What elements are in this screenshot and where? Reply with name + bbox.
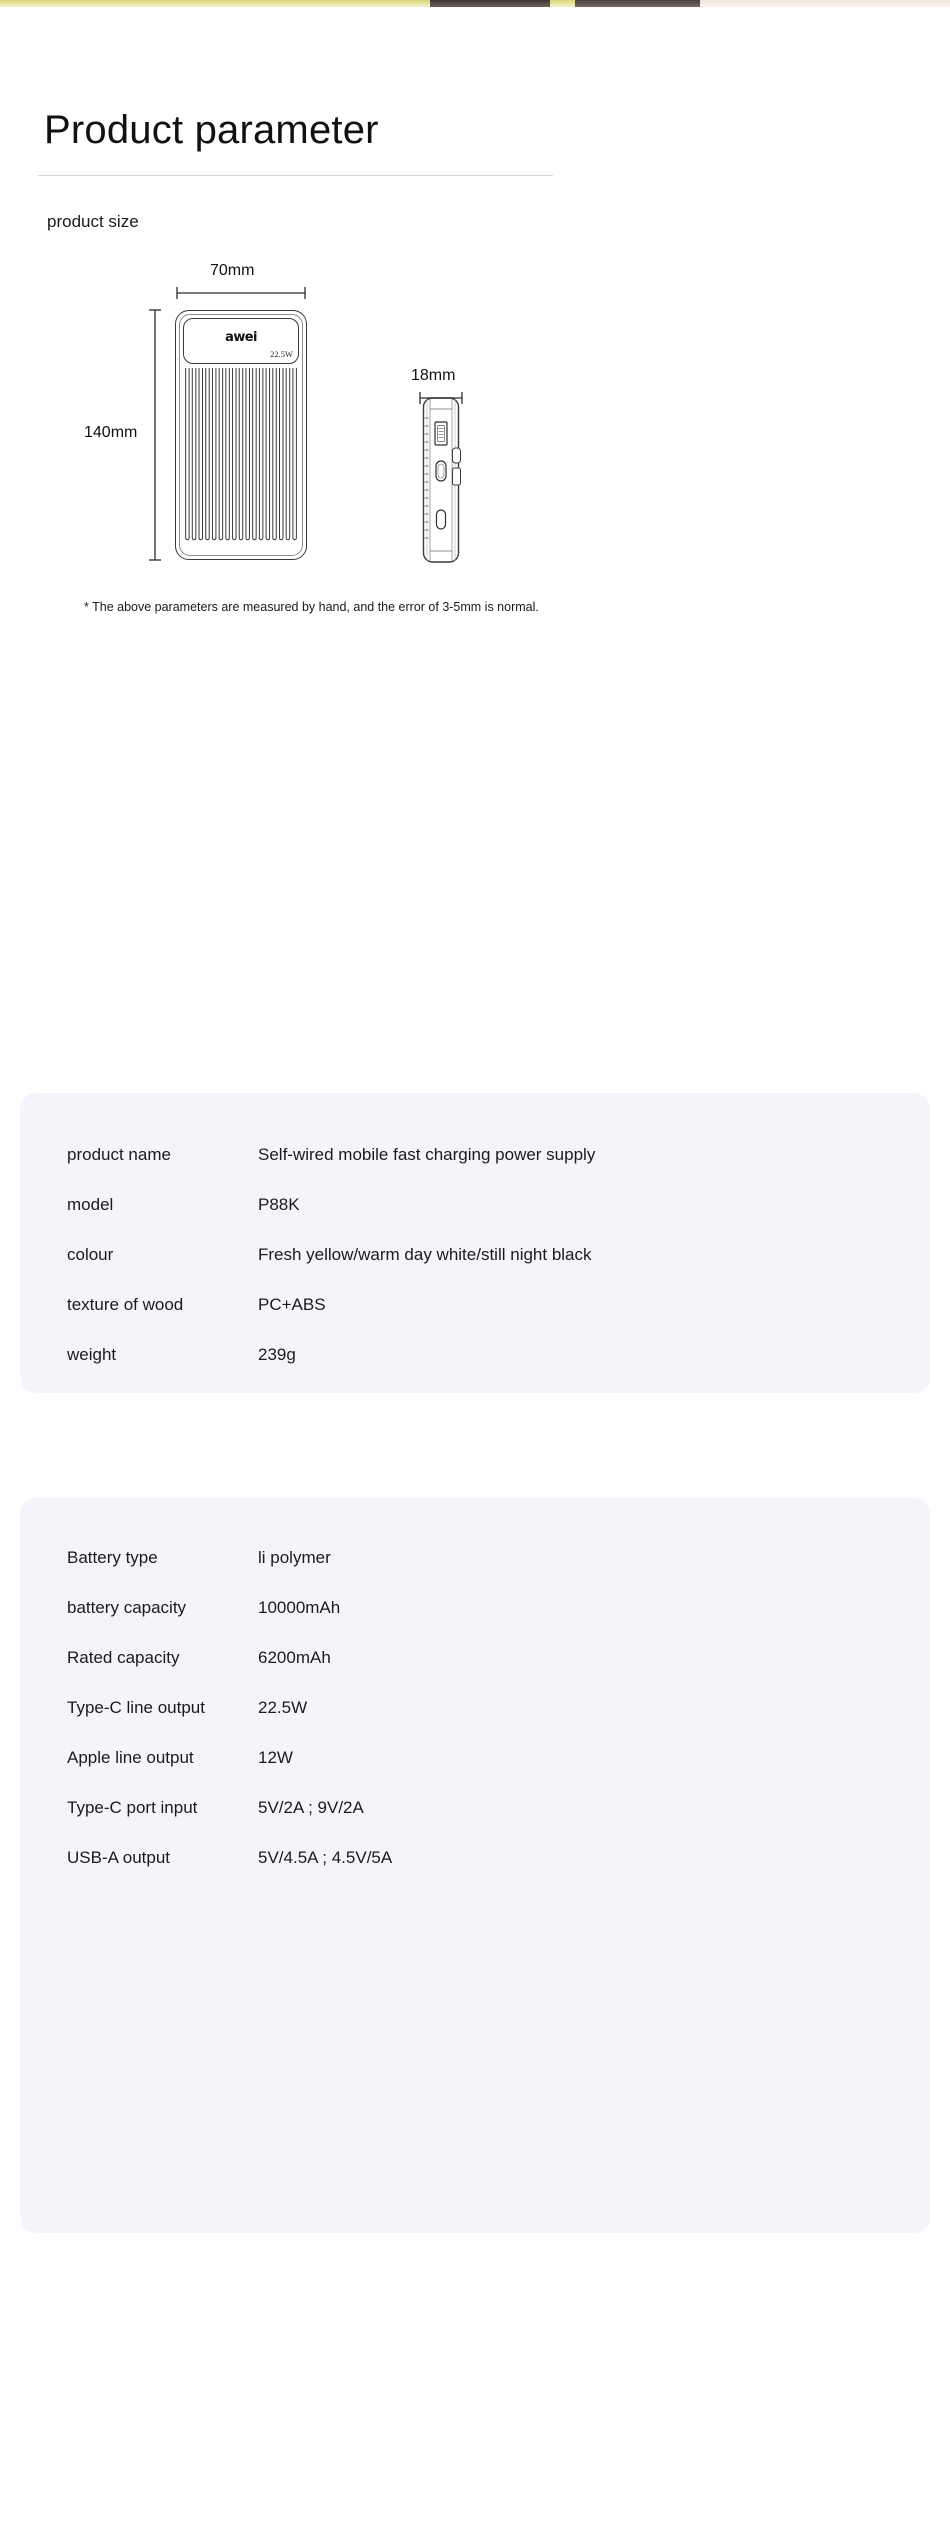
page-title: Product parameter (44, 108, 379, 152)
dimension-lines (0, 0, 950, 1000)
device-top-label-panel (183, 318, 299, 364)
spec-row (20, 1598, 930, 1648)
spec-key: battery capacity (67, 1598, 187, 1617)
spec-value: 6200mAh (258, 1648, 331, 1667)
spec-row (20, 1245, 930, 1295)
spec-value: Fresh yellow/warm day white/still night black (258, 1245, 592, 1264)
spec-value: 239g (258, 1345, 296, 1364)
spec-value: Self-wired mobile fast charging power supply (258, 1145, 596, 1164)
device-rib-texture (184, 366, 298, 546)
dimension-label-width: 70mm (210, 262, 255, 279)
spec-key: colour (67, 1245, 114, 1264)
side-view-illustration (418, 396, 464, 564)
spec-key: Rated capacity (67, 1648, 180, 1667)
dimension-label-thickness: 18mm (411, 367, 456, 384)
spec-row (20, 1195, 930, 1245)
spec-row (20, 1848, 930, 1898)
wattage-badge: 22.5W (270, 349, 293, 359)
power-button (437, 510, 446, 529)
spec-value: P88K (258, 1195, 300, 1214)
measurement-footnote: * The above parameters are measured by hand, and the error of 3-5mm is normal. (84, 600, 539, 614)
spec-key: model (67, 1195, 114, 1214)
front-view-illustration (175, 310, 307, 560)
spec-value: 12W (258, 1748, 293, 1767)
dimension-label-height: 140mm (84, 424, 138, 441)
spec-row (20, 1145, 930, 1195)
side-view-drawing (418, 396, 464, 564)
spec-row (20, 1295, 930, 1345)
spec-row (20, 1548, 930, 1598)
spec-key: Apple line output (67, 1748, 194, 1767)
spec-key: USB-A output (67, 1848, 171, 1867)
spec-value: li polymer (258, 1548, 331, 1567)
spec-value: PC+ABS (258, 1295, 326, 1314)
spec-key: product name (67, 1145, 171, 1164)
spec-value: 22.5W (258, 1698, 308, 1717)
spec-row (20, 1345, 930, 1395)
spec-key: weight (67, 1345, 117, 1364)
usb-c-port (436, 461, 446, 481)
spec-key: Type-C port input (67, 1798, 198, 1817)
spec-value: 10000mAh (258, 1598, 341, 1617)
spec-row (20, 1648, 930, 1698)
awei-brand-logo: awei (225, 330, 257, 345)
spec-value: 5V/2A ; 9V/2A (258, 1798, 364, 1817)
spec-row (20, 1748, 930, 1798)
spec-value: 5V/4.5A ; 4.5V/5A (258, 1848, 393, 1867)
spec-key: texture of wood (67, 1295, 184, 1314)
battery-spec-card (20, 1498, 930, 2233)
spec-key: Type-C line output (67, 1698, 205, 1717)
spec-key: Battery type (67, 1548, 158, 1567)
spec-row (20, 1698, 930, 1748)
product-size-label: product size (47, 212, 139, 231)
usb-a-port (435, 422, 447, 445)
spec-row (20, 1798, 930, 1848)
general-spec-card (20, 1093, 930, 1393)
product-size-diagram (0, 0, 950, 1000)
